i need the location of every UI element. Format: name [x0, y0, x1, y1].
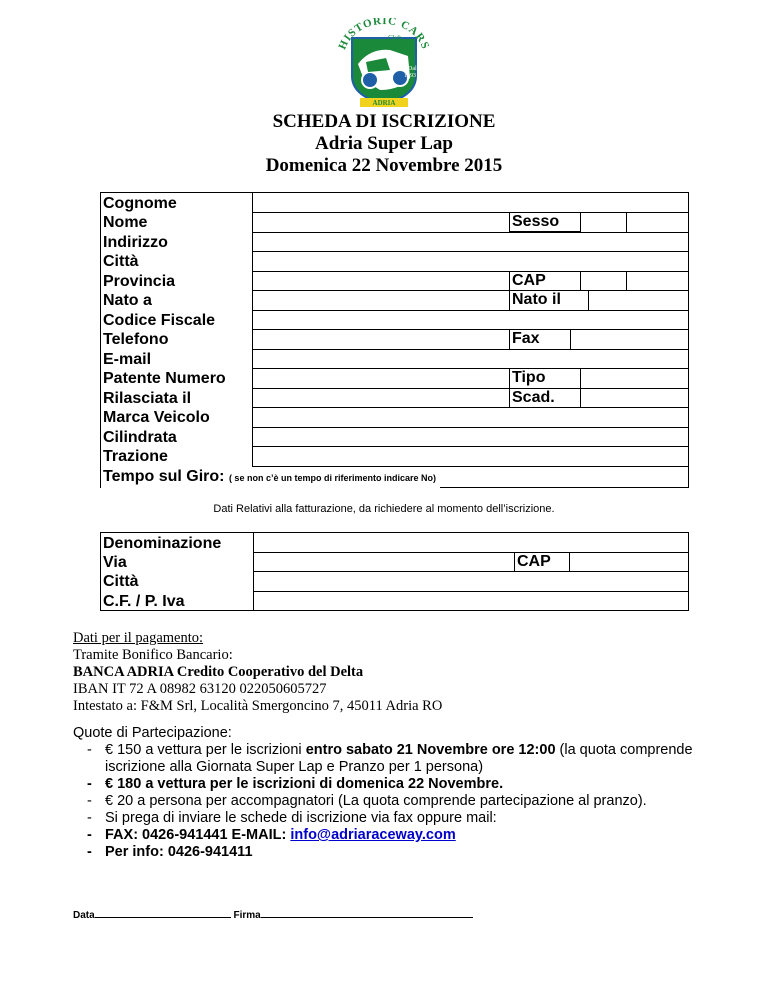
label-tipo: Tipo	[509, 368, 581, 388]
payment-section	[73, 630, 442, 715]
page-title: SCHEDA DI ISCRIZIONE	[272, 111, 496, 132]
iban: IBAN IT 72 A 08982 63120 022050605727	[73, 681, 327, 697]
quote-item-5: - FAX: 0426-941441 E-MAIL: info@adriaraceway.com	[87, 827, 456, 843]
billing-note: Dati Relativi alla fatturazione, da richiedere al momento dell’iscrizione.	[213, 503, 555, 515]
billing-form	[100, 532, 689, 611]
label-cf-piva: C.F. / P. Iva	[103, 593, 185, 610]
logo-top-text: HISTORIC CARS	[336, 18, 432, 52]
account-holder: Intestato a: F&M Srl, Località Smergoncino 7, 45011 Adria RO	[73, 698, 443, 714]
quote-item-4: - Si prega di inviare le schede di iscrizione via fax oppure mail:	[87, 810, 497, 826]
bank-name: BANCA ADRIA Credito Cooperativo del Delta	[73, 664, 364, 680]
label-scad: Scad.	[509, 388, 581, 408]
input-citta-billing[interactable]	[254, 572, 688, 591]
label-fax: Fax	[509, 329, 571, 349]
payment-method: Tramite Bonifico Bancario:	[73, 647, 233, 663]
label-via: Via	[103, 554, 127, 571]
input-nome[interactable]	[253, 213, 509, 232]
logo-bottom-text: ADRIA	[372, 99, 396, 107]
input-sesso[interactable]	[581, 212, 688, 232]
tempo-note: ( se non c’è un tempo di riferimento indicare No)	[228, 473, 436, 483]
input-provincia[interactable]	[253, 272, 509, 290]
quotes-section	[73, 725, 713, 861]
input-via[interactable]	[254, 553, 514, 571]
input-rilasciata-il[interactable]	[253, 389, 509, 407]
input-scad[interactable]	[581, 388, 688, 407]
input-cap-billing[interactable]	[570, 553, 688, 571]
quote-item-2: - € 180 a vettura per le iscrizioni di domenica 22 Novembre.	[87, 776, 504, 792]
label-sesso: Sesso	[509, 212, 581, 232]
label-nato-il: Nato il	[509, 290, 589, 310]
label-citta: Città	[103, 253, 139, 270]
input-cognome[interactable]	[253, 193, 688, 212]
logo-club-text: Club	[388, 34, 402, 42]
input-email[interactable]	[253, 350, 688, 368]
input-denominazione[interactable]	[254, 533, 688, 552]
payment-heading: Dati per il pagamento:	[73, 630, 204, 646]
quote-item-6: - Per info: 0426-941411	[87, 844, 253, 860]
data-field[interactable]	[95, 907, 231, 918]
input-tempo-giro[interactable]	[483, 467, 688, 487]
input-citta[interactable]	[253, 252, 688, 271]
label-indirizzo: Indirizzo	[103, 234, 168, 251]
historic-cars-logo-icon	[330, 18, 438, 108]
input-marca-veicolo[interactable]	[253, 408, 688, 427]
club-logo	[330, 18, 438, 108]
input-fax[interactable]	[571, 329, 688, 349]
input-nato-il[interactable]	[589, 290, 688, 310]
event-date: Domenica 22 Novembre 2015	[265, 155, 503, 176]
input-telefono[interactable]	[253, 330, 509, 349]
input-cap[interactable]	[581, 271, 688, 291]
input-codice-fiscale[interactable]	[253, 311, 688, 329]
label-provincia: Provincia	[103, 273, 176, 290]
label-cap-billing: CAP	[514, 552, 570, 571]
input-cilindrata[interactable]	[253, 428, 688, 446]
input-indirizzo[interactable]	[253, 233, 688, 251]
email-link[interactable]: info@adriaraceway.com	[290, 827, 456, 843]
label-citta-billing: Città	[103, 573, 139, 590]
event-name: Adria Super Lap	[315, 133, 453, 154]
label-cilindrata: Cilindrata	[103, 429, 177, 446]
quote-item-1: - € 150 a vettura per le iscrizioni entro sabato 21 Novembre ore 12:00 (la quota comprende iscrizione alla Giornata Super Lap e Pranzo per 1 persona)	[87, 742, 693, 775]
label-email: E-mail	[103, 351, 152, 368]
logo-year-text: 1993	[404, 73, 416, 79]
label-marca-veicolo: Marca Veicolo	[103, 409, 210, 426]
input-nato-a[interactable]	[253, 291, 509, 310]
signature-line	[73, 907, 473, 921]
label-codice-fiscale: Codice Fiscale	[103, 312, 216, 329]
label-nome: Nome	[103, 214, 148, 231]
input-patente-numero[interactable]	[253, 369, 509, 388]
label-trazione: Trazione	[103, 448, 168, 465]
label-cognome: Cognome	[103, 195, 177, 212]
quote-item-3: - € 20 a persona per accompagnatori (La quota comprende partecipazione al pranzo).	[87, 793, 647, 809]
quotes-heading: Quote di Partecipazione:	[73, 725, 232, 741]
input-tipo[interactable]	[581, 368, 688, 388]
firma-field[interactable]	[261, 907, 473, 918]
label-cap: CAP	[509, 271, 581, 291]
input-trazione[interactable]	[253, 447, 688, 466]
label-tempo-giro: Tempo sul Giro: ( se non c’è un tempo di riferimento indicare No)	[101, 467, 440, 488]
label-rilasciata-il: Rilasciata il	[103, 390, 192, 407]
label-denominazione: Denominazione	[103, 535, 222, 552]
label-nato-a: Nato a	[103, 292, 152, 309]
label-telefono: Telefono	[103, 331, 169, 348]
logo-dal-text: Dal	[408, 66, 417, 72]
firma-label: Firma	[233, 910, 261, 921]
data-label: Data	[73, 910, 95, 921]
label-patente-numero: Patente Numero	[103, 370, 226, 387]
value-area	[253, 193, 688, 487]
registration-form	[100, 192, 689, 488]
input-cf-piva[interactable]	[254, 592, 688, 610]
